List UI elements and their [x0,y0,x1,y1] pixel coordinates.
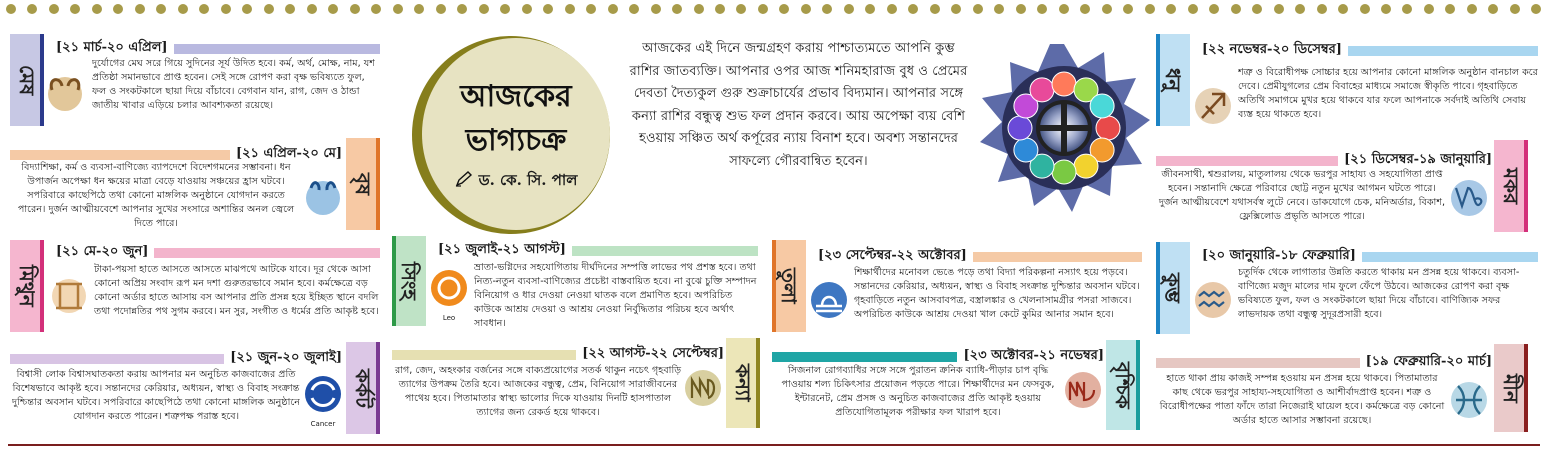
border-dot [543,4,553,14]
border-dot [715,4,725,14]
border-dot [1274,4,1284,14]
sign-range-row-meen [1156,352,1492,373]
border-dot [887,4,897,14]
sign-range-karkat: [২১ জুন-২০ জুলাই] [230,350,342,365]
sign-tab-karkat [346,342,380,434]
scorpio-icon [1062,368,1104,412]
border-dot [1467,4,1477,14]
gemini-icon [48,272,90,316]
sign-tab-edge [756,338,760,428]
border-dot [1123,4,1133,14]
border-dot [307,4,317,14]
sign-range-mesh: [২১ মার্চ-২০ এপ্রিল] [56,40,168,55]
sign-tab-makar [1494,140,1528,232]
sign-tab-meen [1494,344,1528,432]
sign-bar-mesh [174,44,380,54]
border-dot [436,4,446,14]
border-dot [135,4,145,14]
border-dot [522,4,532,14]
libra-icon [808,278,850,322]
sign-range-row-tula [818,246,1142,267]
border-dot [779,4,789,14]
wheel-sign-disc [1096,116,1120,140]
border-dot [479,4,489,14]
sign-text-mesh: দুর্যোগের মেঘ সরে গিয়ে সুদিনের সূর্য উদিত হবে। কর্ম, অর্থ, মোক্ষ, নাম, যশ প্রতিষ্ঠা সমানভাবে প্রাপ্ত হবেন। সেই সঙ্গে রোপণ করা বৃক্ষ ভবিষ্যতে ফুল, ফল ও সংকটকালে ছায়া দিয়ে বাঁচাবে। বেগবান যান, রাগ, জেদ ও ঠান্ডা জাতীয় খাবার এড়িয়ে চলার আবশ্যকতা রয়েছে। [92,58,375,111]
border-dot [608,4,618,14]
sign-range-mithun: [২১ মে-২০ জুন] [56,244,149,259]
title-badge [422,38,610,230]
border-dot [1360,4,1370,14]
border-dot [1037,4,1047,14]
sign-range-brishchik: [২৩ অক্টোবর-২১ নভেম্বর] [963,348,1104,363]
sign-bar-singha [572,246,758,256]
border-dot [1102,4,1112,14]
virgo-icon [682,366,724,410]
border-dot [242,4,252,14]
sign-bar-dhanu [1348,46,1538,56]
border-dot [1059,4,1069,14]
sign-bar-makar [1156,156,1338,166]
wheel-sign-disc [1030,78,1054,102]
sign-name-dhanu: ধনু [1161,68,1185,92]
sign-range-meen: [১৯ ফেব্রুয়ারি-২০ মার্চ] [1365,354,1492,369]
sign-range-singha: [২১ জুলাই-২১ আগস্ট] [438,242,566,257]
wheel-sign-disc [1014,138,1038,162]
wheel-sign-disc [1090,94,1114,118]
border-dot [199,4,209,14]
wheel-sign-disc [1008,116,1032,140]
sign-name-brish: বৃষ [351,172,375,196]
border-dot [994,4,1004,14]
border-dot [1188,4,1198,14]
sign-text-kumbha: চতুর্দিক থেকে লাগাতার উন্নতি করতে থাকায় মন প্রসন্ন হয়ে থাকবে। ব্যবসা-বাণিজ্যে মজুদ মালের দাম ফুলে ফেঁপে উঠবে। আজকের রোপণ করা বৃক্ষ ভবিষ্যতে ফুল, ফল ও সংকটকালে ছায়া দিয়ে বাঁচাবে। বাণিজ্যিক সফর লাভদায়ক তথা বন্ধুত্ব সুদূরপ্রসারী হবে। [1238,267,1520,320]
border-dot [1488,4,1498,14]
aquarius-icon [1192,278,1234,322]
border-dot [651,4,661,14]
sign-text-makar: জীবনসাথী, শ্বশুরালয়, মাতুলালয় থেকে ভরপুর সাহায্য ও সহযোগিতা প্রাপ্ত হবেন। সন্তানাদি ক্ষেত্রে পরিবারে ছোট্ট নতুন মুখের আগমন ঘটতে পারে। দুর্জন আত্মীয়বেশে যথাসর্বস্ব লুটে নেবে। ডাকযোগে চেক, মনিঅর্ডার, বিকাশ, ফ্লেক্সিলোড প্রভৃতি আসতে পারে। [1158,169,1446,222]
border-dot [1424,4,1434,14]
author-name: ড. কে. সি. পাল [478,170,578,189]
border-dot [414,4,424,14]
sign-tab-kanya [726,338,760,428]
sign-name-meen: মীন [1499,373,1523,403]
border-dot [694,4,704,14]
sign-name-kanya: কন্যা [731,364,755,402]
border-dot [822,4,832,14]
sign-range-row-mesh [56,38,380,59]
sign-range-kanya: [২২ আগস্ট-২২ সেপ্টেম্বর] [582,346,724,361]
border-dot [801,4,811,14]
intro-paragraph: আজকের এই দিনে জন্মগ্রহণ করায় পাশ্চাত্যমতে আপনি কুম্ভ রাশির জাতব্যক্তি। আপনার ওপর আজ শনিমহারাজ বুধ ও প্রেমের দেবতা দৈত্যকুল গুরু শুক্রাচার্যের প্রভাব বিদ্যমান। আপনার সঙ্গে কন্যা রাশির বন্ধুত্ব শুভ ফল প্রদান করবে। আয় অপেক্ষা ব্যয় বেশি হওয়ায় সঞ্চিত অর্থ কর্পূরের ন্যায় বিনাশ হবে। অবশ্য সন্তানদের সাফল্যে গৌরবান্বিত হবেন। [629,41,968,169]
sign-text-singha: ভ্রাতা-ভগ্নিদের সহযোগিতায় দীর্ঘদিনের সম্পত্তি লাভের পথ প্রশস্ত হবে। তথা নিত্য-নতুন ব্যবসা-বাণিজ্যের প্রচেষ্টা বাস্তবায়িত হবে। না বুঝে চুক্তি সম্পাদন বিনিয়োগ ও ধার দেওয়া নেওয়া ঘাতক বলে প্রমাণিত হবে। অপরিচিত কাউকে আশ্রয় দেওয়া ও আশ্রয় নেওয়া নির্বুদ্ধিতার পরিচয় হবে অর্থাৎ সাবধান। [474,262,757,329]
border-dot [113,4,123,14]
sign-range-row-kumbha [1202,246,1538,267]
sign-tab-edge [772,240,776,332]
sign-name-mithun: মিথুন [15,265,39,307]
sign-tab-edge [1524,344,1528,432]
border-dot [500,4,510,14]
border-dot [1252,4,1262,14]
border-dot [629,4,639,14]
sign-tab-edge [40,240,44,332]
sign-bar-brishchik [772,352,957,362]
sign-tab-dhanu [1156,34,1190,126]
border-dot [178,4,188,14]
border-dot [565,4,575,14]
sign-text-meen: হাতে থাকা প্রায় কাজই সম্পন্ন হওয়ায় মন প্রসন্ন হয়ে থাকবে। পিতামাতার কাছ থেকে ভরপুর সাহায্য-সহযোগিতা ও আশীর্বাদপ্রাপ্ত হবেন। শত্রু ও বিরোধীপক্ষের পাতা ফাঁদে তারা নিজেরাই ঘায়েল হবে। কর্মক্ষেত্রে বড় কোনো অর্ডার হাতে আসার সম্ভাবনা রয়েছে। [1159,373,1445,426]
sign-bar-kanya [392,350,576,360]
pisces-icon [1448,378,1490,422]
border-dot [285,4,295,14]
wheel-sign-disc [1074,154,1098,178]
sign-text-tula: শিক্ষার্থীদের মনোবল ভেঙে পড়ে তথা বিদ্যা পরিকল্পনা নস্যাৎ হয়ে পড়বে। সন্তানদের কেরিয়ার, অধ্যয়ন, স্বাস্থ্য ও বিবাহ সংক্রান্ত দুশ্চিন্তার অবসান ঘটবে। গৃহবাড়িতে নতুন আসবাবপত্র, বস্ত্রালঙ্কার ও খেলনাসামগ্রীর পসরা সাজবে। অপরিচিত কাউকে আশ্রয় দেওয়া খাল কেটে কুমির আনার সমান হবে। [854,267,1140,320]
sign-tab-kumbha [1156,242,1190,334]
border-dot [1445,4,1455,14]
sign-tab-brishchik [1106,340,1140,430]
top-dot-border [0,4,1548,16]
border-dot [393,4,403,14]
sign-tab-edge [376,342,380,434]
border-dot [92,4,102,14]
sign-text-karkat: বিশ্বাসী লোক বিশ্বাসঘাতকতা করায় আপনার মন অনুচিত কাজবাজের প্রতি বিশেষভাবে আকৃষ্ট হবে। সন্তানদের কেরিয়ার, অধ্যয়ন, স্বাস্থ্য ও বিবাহ সংক্রান্ত দুশ্চিন্তার অবসান ঘটবে। সপরিবারে কাছেপিঠে তথা কোনো মাঙ্গলিক অনুষ্ঠানে যোগদান করতে পারেন। শত্রুপক্ষ পরাস্ত হবে। [12,369,300,422]
sign-text-brishchik: সিজনাল রোগব্যাধির সঙ্গে সঙ্গে পুরাতন ক্রনিক ব্যাধি-পীড়ার চাপ বৃদ্ধি পাওয়ায় শল্য চিকিৎসার প্রয়োজন পড়তে পারে। শিক্ষার্থীদের মন ফেসবুক, ইন্টারনেট, প্রেম প্রসঙ্গ ও অনুচিত কাজবাজের প্রতি আকৃষ্ট হওয়ায় প্রতিযোগিতামূলক পরীক্ষার ফল খারাপ হবে। [781,365,1055,418]
sign-text-dhanu: শত্রু ও বিরোধীপক্ষ সোচ্চার হয়ে আপনার কোনো মাঙ্গলিক অনুষ্ঠান বানচাল করে দেবে। প্রেমীযুগলের প্রেম বিবাহের মাধ্যমে সমাজে স্বীকৃতি পাবে। গৃহবাড়িতে অতিথি সমাগমে মুখর হয়ে থাকবে যার ফলে আপনাকে সর্বদাই অতিথি সেবায় ব্যস্ত হয়ে থাকতে হবে। [1238,67,1538,120]
taurus-icon [302,174,344,218]
border-dot [1510,4,1520,14]
wheel-sign-disc [1052,160,1076,184]
leo-icon [428,266,470,324]
border-dot [1209,4,1219,14]
page-title-line2: ভাগ্যচক্র [465,122,567,158]
sign-tab-mithun [10,240,44,332]
sign-range-row-mithun [56,242,380,263]
sign-tab-tula [772,240,806,332]
border-dot [1166,4,1176,14]
border-dot [1381,4,1391,14]
border-dot [672,4,682,14]
capricorn-icon [1448,176,1490,220]
sign-bar-kumbha [1362,252,1538,262]
sign-text-mithun: টাকা-পয়সা হাতে আসতে আসতে মাঝপথে আটকে যাবে। দূর থেকে আসা কোনো অপ্রিয় সংবাদ রূপ মন দশা গুরুতরভাবে সমান হবে। কর্মক্ষেত্রে বড় কোনো অর্ডার হাতে আসায় বস আপনার প্রতি প্রসন্ন হয়ে ইচ্ছিত স্থানে বদলি তথা পদোন্নতির পথ সুগম করবে। মন সুর, সংগীত ও ধর্মের প্রতি আকৃষ্ট হবে। [94,264,379,317]
aries-icon [44,70,86,114]
border-dot [350,4,360,14]
wheel-sign-disc [1052,72,1076,96]
sign-name-makar: মকর [1499,167,1523,205]
border-dot [27,4,37,14]
sign-tab-edge [376,138,380,230]
sign-tab-edge [1136,340,1140,430]
sign-range-row-singha [438,240,758,261]
sagittarius-icon [1192,84,1234,128]
border-dot [930,4,940,14]
byline [455,169,578,194]
sign-bar-meen [1156,358,1360,368]
sign-name-mesh: মেষ [15,64,39,96]
sign-range-row-karkat [10,348,342,369]
border-dot [586,4,596,14]
sign-text-kanya: রাগ, জেদ, অহংকার বর্জনের সঙ্গে বাক্যপ্রয়োগের সতর্ক থাকুন নচেৎ গৃহবাড়ি ত্যাগের উপক্রম তৈরি হবে। আজকের বন্ধুত্ব, প্রেম, বিনিয়োগ সারাজীবনের পাথেয় হবে। পিতামাতার স্বাস্থ্য ভালোর দিকে যাওয়ায় দিনটি হাসপাতাল ত্যাগের জন্য রেকর্ড হয়ে থাকবে। [394,365,682,418]
border-dot [865,4,875,14]
border-dot [328,4,338,14]
border-dot [457,4,467,14]
border-dot [70,4,80,14]
border-dot [1295,4,1305,14]
cancer-icon [302,372,344,432]
page-title-line1: আজকের [460,78,572,114]
border-dot [1145,4,1155,14]
border-dot [1231,4,1241,14]
sign-bar-karkat [10,354,224,364]
border-dot [844,4,854,14]
sign-range-row-kanya [392,344,724,365]
sign-tab-singha [392,236,426,326]
bottom-rule [8,444,1540,446]
border-dot [908,4,918,14]
border-dot [1016,4,1026,14]
sign-name-kumbha: কুম্ভ [1161,273,1185,303]
border-dot [1338,4,1348,14]
sign-name-tula: তুলা [777,268,801,304]
sign-name-karkat: কর্কট [351,368,375,408]
sign-range-dhanu: [২২ নভেম্বর-২০ ডিসেম্বর] [1202,42,1342,57]
sign-range-makar: [২১ ডিসেম্বর-১৯ জানুয়ারি] [1344,152,1492,167]
sign-text-brish: বিদ্যাশিক্ষা, কর্ম ও ব্যবসা-বাণিজ্যে ব্যাপদেশে বিদেশগমনের সম্ভাবনা। ধন উপার্জন অপেক্ষা ধন ক্ষয়ের মাত্রা বেড়ে যাওয়ায় সঞ্চয়ের হ্রাস ঘটবে। সপরিবারে কাছেপিঠে তথা কোনো মাঙ্গলিক অনুষ্ঠানে যোগদান করতে পারেন। দুর্জন আত্মীয়বেশে আপনার সুখের সংসারে অশান্তির অনল জ্বেলে দিতে পারে। [17,162,295,229]
border-dot [264,4,274,14]
border-dot [1531,4,1541,14]
border-dot [736,4,746,14]
sign-bar-brish [10,150,230,160]
border-dot [156,4,166,14]
cancer-icon-label: Cancer [310,420,336,428]
leo-icon-label: Leo [442,314,456,322]
border-dot [221,4,231,14]
sign-range-tula: [২৩ সেপ্টেম্বর-২২ অক্টোবর] [818,248,967,263]
sign-range-brish: [২১ এপ্রিল-২০ মে] [235,146,342,161]
border-dot [1402,4,1412,14]
border-dot [973,4,983,14]
sign-tab-edge [1156,34,1160,126]
border-dot [6,4,16,14]
zodiac-wheel-icon [976,42,1152,214]
sign-name-brishchik: বৃশ্চিক [1111,361,1135,409]
sign-range-row-dhanu [1202,40,1538,61]
border-dot [1080,4,1090,14]
sign-tab-edge [1156,242,1160,334]
border-dot [49,4,59,14]
border-dot [758,4,768,14]
sign-tab-edge [1524,140,1528,232]
sign-tab-mesh [10,34,44,126]
pen-icon [455,171,473,191]
sign-name-singha: সিংহ [397,261,421,301]
sign-bar-mithun [154,248,380,258]
sign-tab-brish [346,138,380,230]
border-dot [1317,4,1327,14]
border-dot [371,4,381,14]
sign-tab-edge [392,236,396,326]
border-dot [951,4,961,14]
sign-range-kumbha: [২০ জানুয়ারি-১৮ ফেব্রুয়ারি] [1202,248,1356,263]
sign-bar-tula [973,252,1142,262]
